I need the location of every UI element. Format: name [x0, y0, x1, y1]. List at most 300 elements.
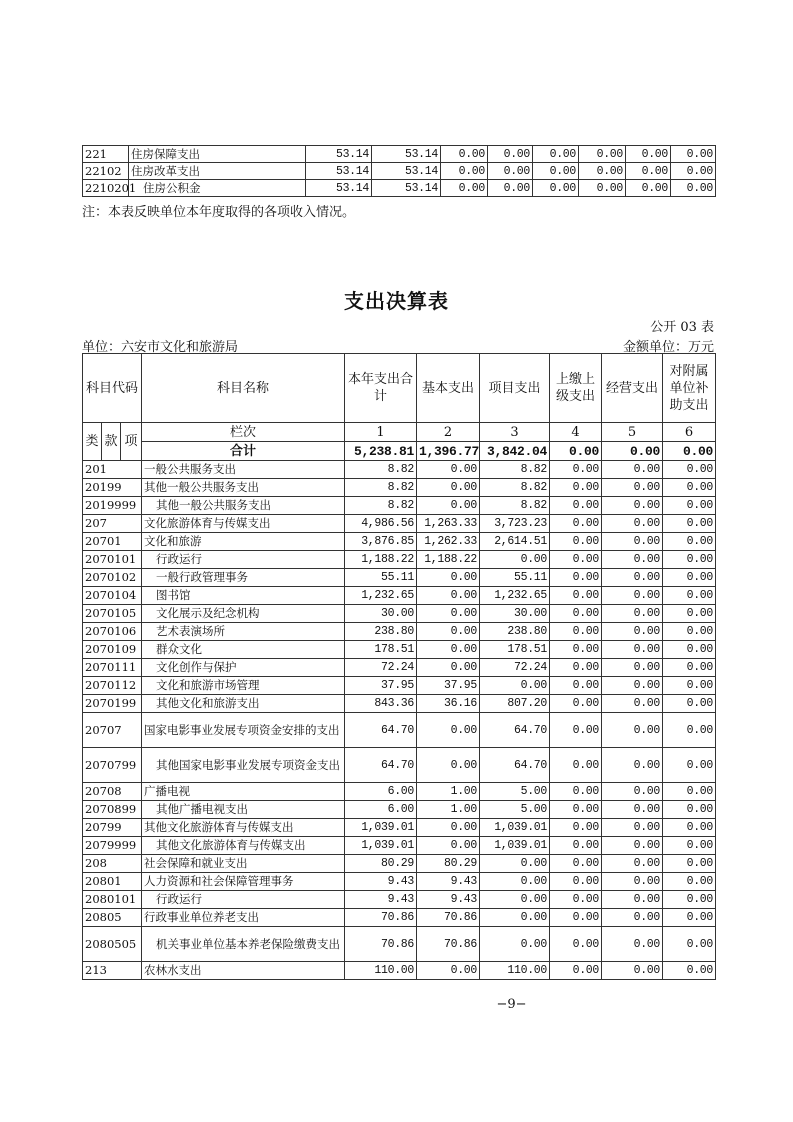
amount-cell: 30.00 [480, 605, 550, 623]
total-value: 0.00 [550, 442, 602, 461]
amount-cell: 0.00 [441, 163, 488, 180]
header-col: 对附属单位补助支出 [663, 354, 716, 423]
amount-cell: 0.00 [602, 533, 663, 551]
amount-cell: 0.00 [417, 659, 480, 677]
amount-cell: 0.00 [602, 659, 663, 677]
subject-code: 2070101 [83, 551, 142, 569]
column-index-row [83, 423, 716, 442]
table-row [83, 783, 716, 801]
amount-cell: 0.00 [663, 909, 716, 927]
subject-code: 2070109 [83, 641, 142, 659]
amount-cell: 0.00 [671, 146, 716, 163]
amount-cell: 64.70 [480, 748, 550, 783]
subject-code: 2070104 [83, 587, 142, 605]
amount-cell: 0.00 [417, 962, 480, 980]
amount-cell: 0.00 [663, 783, 716, 801]
amount-cell: 178.51 [345, 641, 417, 659]
subject-name: 一般公共服务支出 [142, 461, 345, 479]
subject-code: 208 [83, 855, 142, 873]
subject-code: 221 [83, 146, 129, 163]
amount-cell: 0.00 [550, 479, 602, 497]
amount-cell: 0.00 [417, 461, 480, 479]
amount-cell: 53.14 [372, 146, 441, 163]
amount-cell: 0.00 [602, 748, 663, 783]
table-row [83, 962, 716, 980]
amount-cell: 9.43 [417, 873, 480, 891]
amount-cell: 0.00 [663, 515, 716, 533]
amount-cell: 0.00 [480, 891, 550, 909]
amount-cell: 53.14 [306, 180, 372, 197]
amount-cell: 30.00 [345, 605, 417, 623]
total-value: 0.00 [602, 442, 663, 461]
subject-name: 行政事业单位养老支出 [142, 909, 345, 927]
amount-cell: 0.00 [663, 748, 716, 783]
amount-cell: 178.51 [480, 641, 550, 659]
table-row [83, 146, 716, 163]
amount-cell: 0.00 [488, 163, 533, 180]
amount-cell: 0.00 [550, 515, 602, 533]
subject-name: 一般行政管理事务 [142, 569, 345, 587]
subject-code: 2080505 [83, 927, 142, 962]
subject-code: 22102 [83, 163, 129, 180]
amount-cell: 0.00 [602, 461, 663, 479]
table-row [83, 641, 716, 659]
header-col: 本年支出合计 [345, 354, 417, 423]
amount-cell: 0.00 [663, 801, 716, 819]
amount-cell: 64.70 [345, 748, 417, 783]
subject-code: 2210201 [83, 180, 129, 197]
table-row [83, 533, 716, 551]
amount-cell: 0.00 [550, 551, 602, 569]
amount-cell: 0.00 [550, 909, 602, 927]
header-xiang: 项 [121, 423, 142, 461]
amount-cell: 0.00 [550, 927, 602, 962]
amount-cell: 0.00 [550, 873, 602, 891]
subject-name: 文化和旅游 [142, 533, 345, 551]
amount-cell: 36.16 [417, 695, 480, 713]
total-value: 1,396.77 [417, 442, 480, 461]
amount-cell: 0.00 [480, 677, 550, 695]
amount-cell: 0.00 [417, 497, 480, 515]
amount-cell: 0.00 [602, 497, 663, 515]
amount-cell: 843.36 [345, 695, 417, 713]
amount-cell: 70.86 [345, 927, 417, 962]
table-row [83, 497, 716, 515]
amount-cell: 0.00 [480, 551, 550, 569]
form-number: 公开 03 表 [650, 320, 714, 335]
amount-cell: 0.00 [579, 180, 626, 197]
amount-cell: 238.80 [480, 623, 550, 641]
subject-code: 2080101 [83, 891, 142, 909]
table-note: 注：本表反映单位本年度取得的各项收入情况。 [82, 205, 356, 220]
table-row [83, 927, 716, 962]
amount-cell: 0.00 [663, 587, 716, 605]
amount-cell: 0.00 [417, 748, 480, 783]
amount-cell: 0.00 [550, 801, 602, 819]
amount-cell: 0.00 [550, 819, 602, 837]
column-index: 5 [602, 423, 663, 442]
amount-cell: 0.00 [626, 163, 671, 180]
amount-cell: 0.00 [602, 551, 663, 569]
table-row [83, 677, 716, 695]
amount-cell: 1,262.33 [417, 533, 480, 551]
table-row [83, 479, 716, 497]
amount-cell: 5.00 [480, 783, 550, 801]
amount-cell: 1,039.01 [345, 837, 417, 855]
column-index: 6 [663, 423, 716, 442]
subject-code: 2070111 [83, 659, 142, 677]
column-index: 1 [345, 423, 417, 442]
subject-code: 2019999 [83, 497, 142, 515]
amount-cell: 0.00 [441, 180, 488, 197]
amount-cell: 0.00 [626, 146, 671, 163]
subject-code: 2070799 [83, 748, 142, 783]
subject-code: 20801 [83, 873, 142, 891]
income-table-continuation [82, 145, 716, 197]
amount-cell: 0.00 [550, 569, 602, 587]
amount-cell: 0.00 [579, 163, 626, 180]
amount-cell: 0.00 [626, 180, 671, 197]
amount-cell: 0.00 [602, 587, 663, 605]
amount-cell: 0.00 [602, 605, 663, 623]
table-row [83, 461, 716, 479]
amount-cell: 0.00 [663, 533, 716, 551]
amount-cell: 0.00 [602, 927, 663, 962]
amount-cell: 0.00 [663, 659, 716, 677]
amount-cell: 53.14 [372, 180, 441, 197]
amount-cell: 0.00 [550, 641, 602, 659]
amount-cell: 1.00 [417, 783, 480, 801]
amount-cell: 2,614.51 [480, 533, 550, 551]
amount-cell: 0.00 [663, 819, 716, 837]
column-index: 2 [417, 423, 480, 442]
amount-cell: 37.95 [417, 677, 480, 695]
amount-cell: 70.86 [417, 927, 480, 962]
amount-cell: 0.00 [417, 713, 480, 748]
amount-cell: 0.00 [663, 551, 716, 569]
header-code: 科目代码 [83, 354, 142, 423]
amount-cell: 0.00 [550, 497, 602, 515]
amount-cell: 0.00 [663, 855, 716, 873]
amount-cell: 1,188.22 [345, 551, 417, 569]
amount-cell: 8.82 [345, 479, 417, 497]
amount-cell: 1,039.01 [480, 837, 550, 855]
amount-cell: 0.00 [550, 837, 602, 855]
amount-cell: 70.86 [417, 909, 480, 927]
amount-cell: 0.00 [602, 909, 663, 927]
amount-cell: 0.00 [417, 819, 480, 837]
page-title: 支出决算表 [344, 289, 449, 313]
amount-cell: 8.82 [480, 479, 550, 497]
amount-cell: 1,263.33 [417, 515, 480, 533]
subject-name: 文化和旅游市场管理 [142, 677, 345, 695]
table-row [83, 623, 716, 641]
unit-label: 单位：六安市文化和旅游局 [82, 340, 239, 355]
table-row [83, 551, 716, 569]
amount-cell: 6.00 [345, 801, 417, 819]
amount-cell: 0.00 [550, 695, 602, 713]
amount-cell: 1,232.65 [480, 587, 550, 605]
amount-cell: 0.00 [663, 837, 716, 855]
amount-cell: 4,986.56 [345, 515, 417, 533]
amount-cell: 0.00 [417, 587, 480, 605]
amount-cell: 80.29 [345, 855, 417, 873]
amount-cell: 0.00 [550, 962, 602, 980]
amount-cell: 0.00 [602, 479, 663, 497]
amount-unit: 金额单位：万元 [622, 340, 714, 355]
amount-cell: 0.00 [533, 180, 579, 197]
amount-cell: 0.00 [602, 569, 663, 587]
amount-cell: 0.00 [602, 801, 663, 819]
subject-name: 机关事业单位基本养老保险缴费支出 [142, 927, 345, 962]
subject-name: 行政运行 [142, 551, 345, 569]
page-number: −9− [496, 997, 527, 1012]
amount-cell: 0.00 [480, 873, 550, 891]
amount-cell: 1.00 [417, 801, 480, 819]
amount-cell: 1,188.22 [417, 551, 480, 569]
table-row [83, 855, 716, 873]
amount-cell: 0.00 [663, 695, 716, 713]
amount-cell: 0.00 [579, 146, 626, 163]
total-row [83, 442, 716, 461]
amount-cell: 3,876.85 [345, 533, 417, 551]
subject-code: 20199 [83, 479, 142, 497]
amount-cell: 6.00 [345, 783, 417, 801]
amount-cell: 0.00 [550, 677, 602, 695]
total-value: 5,238.81 [345, 442, 417, 461]
amount-cell: 3,723.23 [480, 515, 550, 533]
column-index-label: 栏次 [142, 423, 345, 442]
amount-cell: 72.24 [345, 659, 417, 677]
amount-cell: 0.00 [663, 497, 716, 515]
amount-cell: 0.00 [417, 837, 480, 855]
amount-cell: 0.00 [602, 695, 663, 713]
subject-code: 2070102 [83, 569, 142, 587]
subject-code: 20701 [83, 533, 142, 551]
amount-cell: 0.00 [417, 605, 480, 623]
amount-cell: 110.00 [345, 962, 417, 980]
total-label: 合计 [142, 442, 345, 461]
subject-code: 2070112 [83, 677, 142, 695]
table-row [83, 837, 716, 855]
table-row [83, 748, 716, 783]
amount-cell: 37.95 [345, 677, 417, 695]
amount-cell: 0.00 [602, 873, 663, 891]
total-value: 3,842.04 [480, 442, 550, 461]
header-col: 项目支出 [480, 354, 550, 423]
subject-name: 广播电视 [142, 783, 345, 801]
amount-cell: 9.43 [417, 891, 480, 909]
subject-name: 其他一般公共服务支出 [142, 479, 345, 497]
amount-cell: 0.00 [441, 146, 488, 163]
subject-name: 文化创作与保护 [142, 659, 345, 677]
subject-name: 图书馆 [142, 587, 345, 605]
column-index: 3 [480, 423, 550, 442]
amount-cell: 0.00 [602, 783, 663, 801]
amount-cell: 0.00 [663, 677, 716, 695]
subject-code: 20708 [83, 783, 142, 801]
amount-cell: 0.00 [550, 783, 602, 801]
table-row [83, 695, 716, 713]
amount-cell: 64.70 [480, 713, 550, 748]
amount-cell: 0.00 [550, 533, 602, 551]
subject-name: 其他广播电视支出 [142, 801, 345, 819]
subject-name: 人力资源和社会保障管理事务 [142, 873, 345, 891]
subject-name: 艺术表演场所 [142, 623, 345, 641]
table-row [83, 909, 716, 927]
table-row [83, 515, 716, 533]
amount-cell: 0.00 [663, 461, 716, 479]
amount-cell: 0.00 [602, 837, 663, 855]
amount-cell: 8.82 [480, 497, 550, 515]
subject-name: 住房保障支出 [129, 146, 306, 163]
amount-cell: 8.82 [345, 461, 417, 479]
subject-name: 国家电影事业发展专项资金安排的支出 [142, 713, 345, 748]
amount-cell: 0.00 [488, 180, 533, 197]
subject-name: 行政运行 [142, 891, 345, 909]
amount-cell: 0.00 [417, 641, 480, 659]
table-row [83, 605, 716, 623]
subject-code: 207 [83, 515, 142, 533]
expenditure-table [82, 353, 716, 980]
amount-cell: 110.00 [480, 962, 550, 980]
amount-cell: 0.00 [550, 605, 602, 623]
amount-cell: 9.43 [345, 873, 417, 891]
table-row [83, 819, 716, 837]
amount-cell: 55.11 [480, 569, 550, 587]
amount-cell: 0.00 [488, 146, 533, 163]
amount-cell: 0.00 [550, 748, 602, 783]
table-row [83, 873, 716, 891]
subject-code: 2070199 [83, 695, 142, 713]
subject-name: 文化旅游体育与传媒支出 [142, 515, 345, 533]
amount-cell: 0.00 [663, 623, 716, 641]
subject-code: 213 [83, 962, 142, 980]
amount-cell: 1,232.65 [345, 587, 417, 605]
amount-cell: 64.70 [345, 713, 417, 748]
amount-cell: 70.86 [345, 909, 417, 927]
amount-cell: 0.00 [663, 479, 716, 497]
amount-cell: 53.14 [372, 163, 441, 180]
amount-cell: 238.80 [345, 623, 417, 641]
amount-cell: 0.00 [417, 623, 480, 641]
amount-cell: 0.00 [663, 641, 716, 659]
subject-code: 20707 [83, 713, 142, 748]
header-row [83, 354, 716, 423]
table-row [83, 163, 716, 180]
table-row [83, 891, 716, 909]
amount-cell: 0.00 [602, 855, 663, 873]
amount-cell: 0.00 [671, 180, 716, 197]
subject-name: 其他文化和旅游支出 [142, 695, 345, 713]
amount-cell: 0.00 [663, 927, 716, 962]
header-name: 科目名称 [142, 354, 345, 423]
table-row [83, 659, 716, 677]
subject-name: 其他文化旅游体育与传媒支出 [142, 819, 345, 837]
amount-cell: 0.00 [663, 713, 716, 748]
amount-cell: 1,039.01 [480, 819, 550, 837]
amount-cell: 0.00 [602, 713, 663, 748]
table-row [83, 180, 716, 197]
amount-cell: 0.00 [480, 855, 550, 873]
table-row [83, 587, 716, 605]
column-index: 4 [550, 423, 602, 442]
subject-name: 文化展示及纪念机构 [142, 605, 345, 623]
amount-cell: 0.00 [417, 569, 480, 587]
amount-cell: 0.00 [417, 479, 480, 497]
amount-cell: 0.00 [663, 605, 716, 623]
amount-cell: 0.00 [550, 461, 602, 479]
table-row [83, 569, 716, 587]
subject-name: 住房公积金 [129, 180, 306, 197]
amount-cell: 0.00 [602, 891, 663, 909]
amount-cell: 0.00 [550, 855, 602, 873]
amount-cell: 0.00 [602, 623, 663, 641]
amount-cell: 0.00 [663, 891, 716, 909]
table-row [83, 801, 716, 819]
subject-name: 社会保障和就业支出 [142, 855, 345, 873]
amount-cell: 1,039.01 [345, 819, 417, 837]
amount-cell: 0.00 [480, 927, 550, 962]
header-lei: 类 [83, 423, 102, 461]
amount-cell: 8.82 [480, 461, 550, 479]
amount-cell: 0.00 [550, 623, 602, 641]
header-col: 经营支出 [602, 354, 663, 423]
amount-cell: 8.82 [345, 497, 417, 515]
amount-cell: 55.11 [345, 569, 417, 587]
subject-name: 其他一般公共服务支出 [142, 497, 345, 515]
amount-cell: 0.00 [550, 891, 602, 909]
amount-cell: 0.00 [671, 163, 716, 180]
amount-cell: 0.00 [602, 515, 663, 533]
subject-name: 其他国家电影事业发展专项资金支出 [142, 748, 345, 783]
header-kuan: 款 [102, 423, 121, 461]
amount-cell: 0.00 [533, 163, 579, 180]
amount-cell: 0.00 [533, 146, 579, 163]
subject-code: 2070106 [83, 623, 142, 641]
amount-cell: 9.43 [345, 891, 417, 909]
subject-name: 其他文化旅游体育与传媒支出 [142, 837, 345, 855]
amount-cell: 80.29 [417, 855, 480, 873]
subject-code: 20805 [83, 909, 142, 927]
amount-cell: 0.00 [550, 659, 602, 677]
amount-cell: 72.24 [480, 659, 550, 677]
amount-cell: 53.14 [306, 146, 372, 163]
amount-cell: 0.00 [663, 873, 716, 891]
amount-cell: 0.00 [663, 962, 716, 980]
subject-code: 20799 [83, 819, 142, 837]
subject-code: 2070899 [83, 801, 142, 819]
amount-cell: 0.00 [602, 641, 663, 659]
amount-cell: 0.00 [602, 819, 663, 837]
total-value: 0.00 [663, 442, 716, 461]
subject-name: 住房改革支出 [129, 163, 306, 180]
header-col: 基本支出 [417, 354, 480, 423]
amount-cell: 53.14 [306, 163, 372, 180]
amount-cell: 807.20 [480, 695, 550, 713]
amount-cell: 0.00 [550, 713, 602, 748]
subject-code: 2070105 [83, 605, 142, 623]
amount-cell: 0.00 [663, 569, 716, 587]
subject-name: 群众文化 [142, 641, 345, 659]
amount-cell: 0.00 [480, 909, 550, 927]
subject-code: 201 [83, 461, 142, 479]
header-col: 上缴上级支出 [550, 354, 602, 423]
amount-cell: 0.00 [550, 587, 602, 605]
amount-cell: 0.00 [602, 677, 663, 695]
subject-name: 农林水支出 [142, 962, 345, 980]
subject-code: 2079999 [83, 837, 142, 855]
